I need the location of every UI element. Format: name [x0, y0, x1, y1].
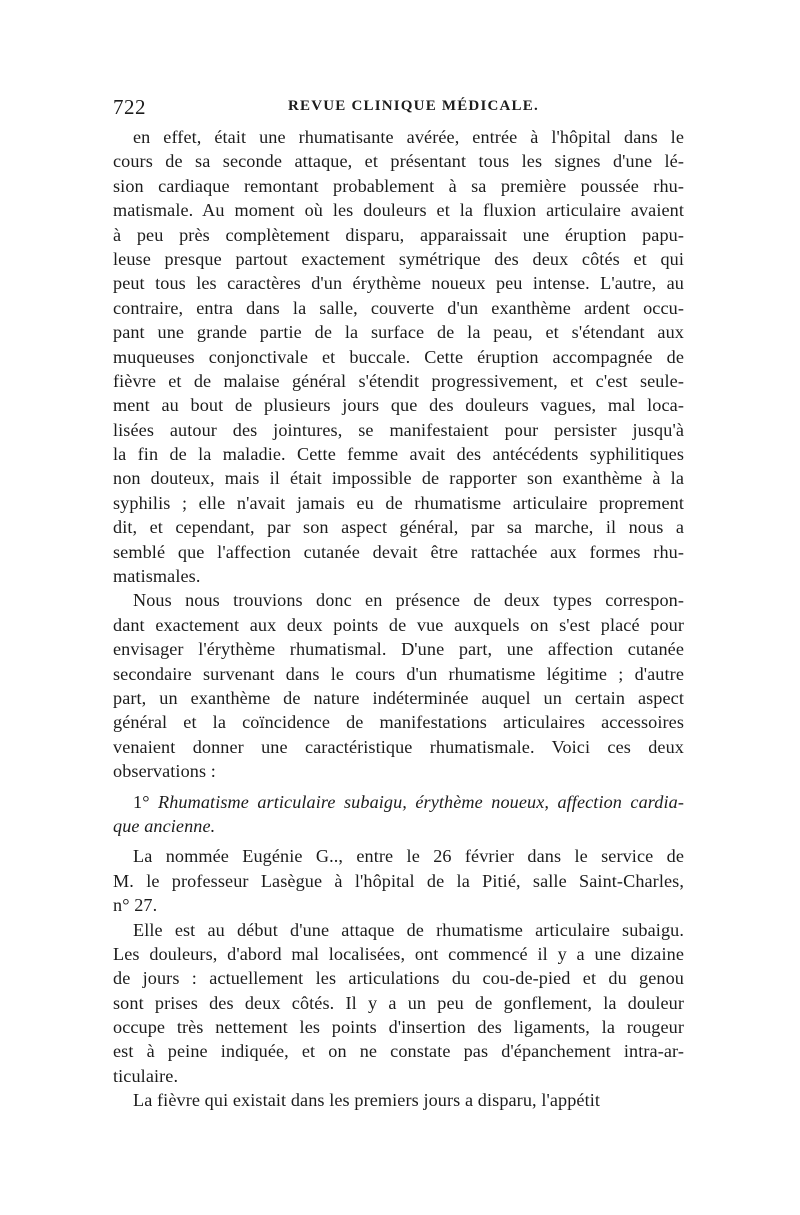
- paragraph-1: [113, 125, 684, 588]
- observation-heading: [113, 790, 684, 839]
- paragraphs-after-heading: [113, 844, 684, 1112]
- text-line: de jours : actuellement les articulations du cou-de-pied et du genou: [113, 968, 684, 989]
- text-line: est à peine indiquée, et on ne constate pas d'épanchement intra-ar-: [113, 1041, 684, 1062]
- text-line: à peu près complètement disparu, apparaissait une éruption papu-: [113, 224, 684, 245]
- body-text: [113, 125, 684, 1113]
- text-line: M. le professeur Lasègue à l'hôpital de la Pitié, salle Saint-Charles,: [113, 870, 684, 891]
- text-line: secondaire survenant dans le cours d'un rhumatisme légitime ; d'autre: [113, 663, 684, 684]
- text-line: part, un exanthème de nature indéterminée auquel un certain aspect: [113, 687, 684, 708]
- page-number: 722: [113, 95, 146, 119]
- text-line: dit, et cependant, par son aspect général, par sa marche, il nous a: [113, 517, 684, 538]
- text-line: lisées autour des jointures, se manifestaient pour persister jusqu'à: [113, 419, 684, 440]
- text-line: contraire, entra dans la salle, couverte d'un exanthème ardent occu-: [113, 297, 684, 318]
- paragraph-2: [113, 588, 684, 783]
- text-line: pant une grande partie de la surface de la peau, et s'étendant aux: [113, 322, 684, 343]
- text-line: muqueuses conjonctivale et buccale. Cette éruption accompagnée de: [113, 346, 684, 367]
- text-line: syphilis ; elle n'avait jamais eu de rhumatisme articulaire proprement: [113, 492, 684, 513]
- observation-title-text: Rhumatisme articulaire subaigu, érythème noueux, affection cardia-: [158, 791, 684, 812]
- text-line: dant exactement aux deux points de vue auxquels on s'est placé pour: [113, 614, 684, 635]
- heading-line: [113, 790, 684, 814]
- text-line: semblé que l'affection cutanée devait être rattachée aux formes rhu-: [113, 541, 684, 562]
- text-line: matismales.: [113, 566, 201, 587]
- text-line: Elle est au début d'une attaque de rhumatisme articulaire subaigu.: [133, 919, 684, 940]
- text-line: leuse presque partout exactement symétrique des deux côtés et qui: [113, 248, 684, 269]
- text-line: sont prises des deux côtés. Il y a un peu de gonflement, la douleur: [113, 992, 684, 1013]
- paragraph-3: [113, 844, 684, 917]
- book-page: [113, 95, 684, 1113]
- text-line: peut tous les caractères d'un érythème noueux peu intense. L'autre, au: [113, 273, 684, 294]
- text-line: général et la coïncidence de manifestations articulaires accessoires: [113, 712, 684, 733]
- text-line: la fin de la maladie. Cette femme avait des antécédents syphilitiques: [113, 444, 684, 465]
- text-line: Nous nous trouvions donc en présence de deux types correspon-: [133, 590, 684, 611]
- text-line: fièvre et de malaise général s'étendit progressivement, et c'est seule-: [113, 370, 684, 391]
- text-line: ment au bout de plusieurs jours que des douleurs vagues, mal loca-: [113, 395, 684, 416]
- text-line: La fièvre qui existait dans les premiers jours a disparu, l'appétit: [133, 1090, 601, 1111]
- paragraphs-before-heading: [113, 125, 684, 784]
- page-header: [113, 95, 684, 125]
- text-line: n° 27.: [113, 895, 158, 916]
- text-line: occupe très nettement les points d'insertion des ligaments, la rougeur: [113, 1017, 684, 1038]
- text-line: sion cardiaque remontant probablement à sa première poussée rhu-: [113, 175, 684, 196]
- text-line: venaient donner une caractéristique rhumatismale. Voici ces deux: [113, 736, 684, 757]
- text-line: matismale. Au moment où les douleurs et la fluxion articulaire avaient: [113, 200, 684, 221]
- text-line: en effet, était une rhumatisante avérée, entrée à l'hôpital dans le: [133, 127, 684, 147]
- observation-number: 1°: [133, 791, 150, 812]
- text-line: envisager l'érythème rhumatismal. D'une part, une affection cutanée: [113, 639, 684, 660]
- heading-line: que ancienne.: [113, 815, 216, 836]
- text-line: observations :: [113, 761, 216, 782]
- running-title: REVUE CLINIQUE MÉDICALE.: [288, 98, 539, 114]
- text-line: La nommée Eugénie G.., entre le 26 février dans le service de: [133, 846, 684, 867]
- text-line: ticulaire.: [113, 1065, 179, 1086]
- text-line: cours de sa seconde attaque, et présentant tous les signes d'une lé-: [113, 151, 684, 172]
- text-line: non douteux, mais il était impossible de rapporter son exanthème à la: [113, 468, 684, 489]
- paragraph-4: [113, 918, 684, 1089]
- paragraph-5: [113, 1088, 684, 1112]
- text-line: Les douleurs, d'abord mal localisées, ont commencé il y a une dizaine: [113, 943, 684, 964]
